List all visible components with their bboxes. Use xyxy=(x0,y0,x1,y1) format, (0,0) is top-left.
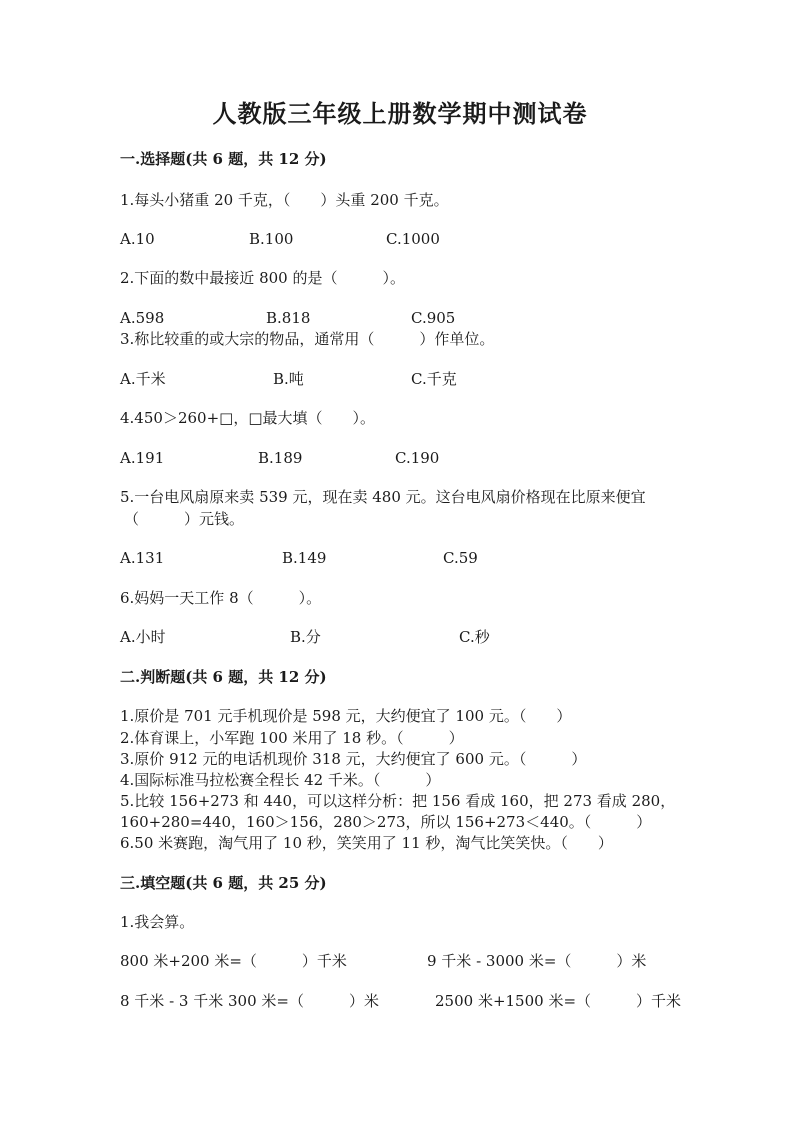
question-stem: 2.下面的数中最接近 800 的是（ ）。 xyxy=(120,269,405,287)
calc-item: 2500 米+1500 米=（ ）千米 xyxy=(435,992,682,1010)
option-b: B.818 xyxy=(266,309,311,327)
option-b: B.100 xyxy=(249,230,294,248)
question-stem: 5.一台电风扇原来卖 539 元，现在卖 480 元。这台电风扇价格现在比原来便宜 xyxy=(120,488,646,506)
option-b: B.吨 xyxy=(273,370,304,388)
section-heading-judgement: 二.判断题(共 6 题，共 12 分) xyxy=(120,668,327,686)
judgement-line: 160+280=440，160＞156，280＞273，所以 156+273＜440。（ ） xyxy=(120,813,652,831)
option-a: A.10 xyxy=(120,230,155,248)
option-c: C.190 xyxy=(395,449,440,467)
calc-item: 8 千米 - 3 千米 300 米=（ ）米 xyxy=(120,992,379,1010)
question-stem: 1.我会算。 xyxy=(120,913,195,931)
option-b: B.189 xyxy=(258,449,303,467)
judgement-line: 6.50 米赛跑，淘气用了 10 秒，笑笑用了 11 秒，淘气比笑笑快。（ ） xyxy=(120,834,613,852)
option-a: A.131 xyxy=(120,549,165,567)
option-c: C.59 xyxy=(443,549,478,567)
judgement-line: 4.国际标准马拉松赛全程长 42 千米。（ ） xyxy=(120,771,441,789)
question-stem-continued: （ ）元钱。 xyxy=(124,510,245,528)
question-stem: 6.妈妈一天工作 8（ ）。 xyxy=(120,589,322,607)
page-title: 人教版三年级上册数学期中测试卷 xyxy=(212,99,588,128)
option-a: A.598 xyxy=(120,309,165,327)
judgement-line: 5.比较 156+273 和 440，可以这样分析：把 156 看成 160，把 273 看成 280， xyxy=(120,792,676,810)
judgement-line: 1.原价是 701 元手机现价是 598 元，大约便宜了 100 元。（ ） xyxy=(120,707,572,725)
question-stem: 1.每头小猪重 20 千克，（ ）头重 200 千克。 xyxy=(120,191,449,209)
option-c: C.905 xyxy=(411,309,456,327)
section-heading-fill: 三.填空题(共 6 题，共 25 分) xyxy=(120,874,327,892)
question-stem: 3.称比较重的或大宗的物品，通常用（ ）作单位。 xyxy=(120,330,495,348)
option-c: C.千克 xyxy=(411,370,457,388)
question-stem: 4.450＞260+□，□最大填（ ）。 xyxy=(120,409,375,427)
judgement-line: 3.原价 912 元的电话机现价 318 元，大约便宜了 600 元。（ ） xyxy=(120,750,587,768)
calc-item: 9 千米 - 3000 米=（ ）米 xyxy=(427,952,647,970)
option-a: A.千米 xyxy=(120,370,166,388)
option-b: B.分 xyxy=(290,628,321,646)
calc-item: 800 米+200 米=（ ）千米 xyxy=(120,952,347,970)
option-c: C.秒 xyxy=(459,628,490,646)
option-a: A.小时 xyxy=(120,628,166,646)
option-a: A.191 xyxy=(120,449,165,467)
option-c: C.1000 xyxy=(386,230,440,248)
judgement-line: 2.体育课上，小军跑 100 米用了 18 秒。（ ） xyxy=(120,729,464,747)
section-heading-choice: 一.选择题(共 6 题，共 12 分) xyxy=(120,150,327,168)
option-b: B.149 xyxy=(282,549,327,567)
